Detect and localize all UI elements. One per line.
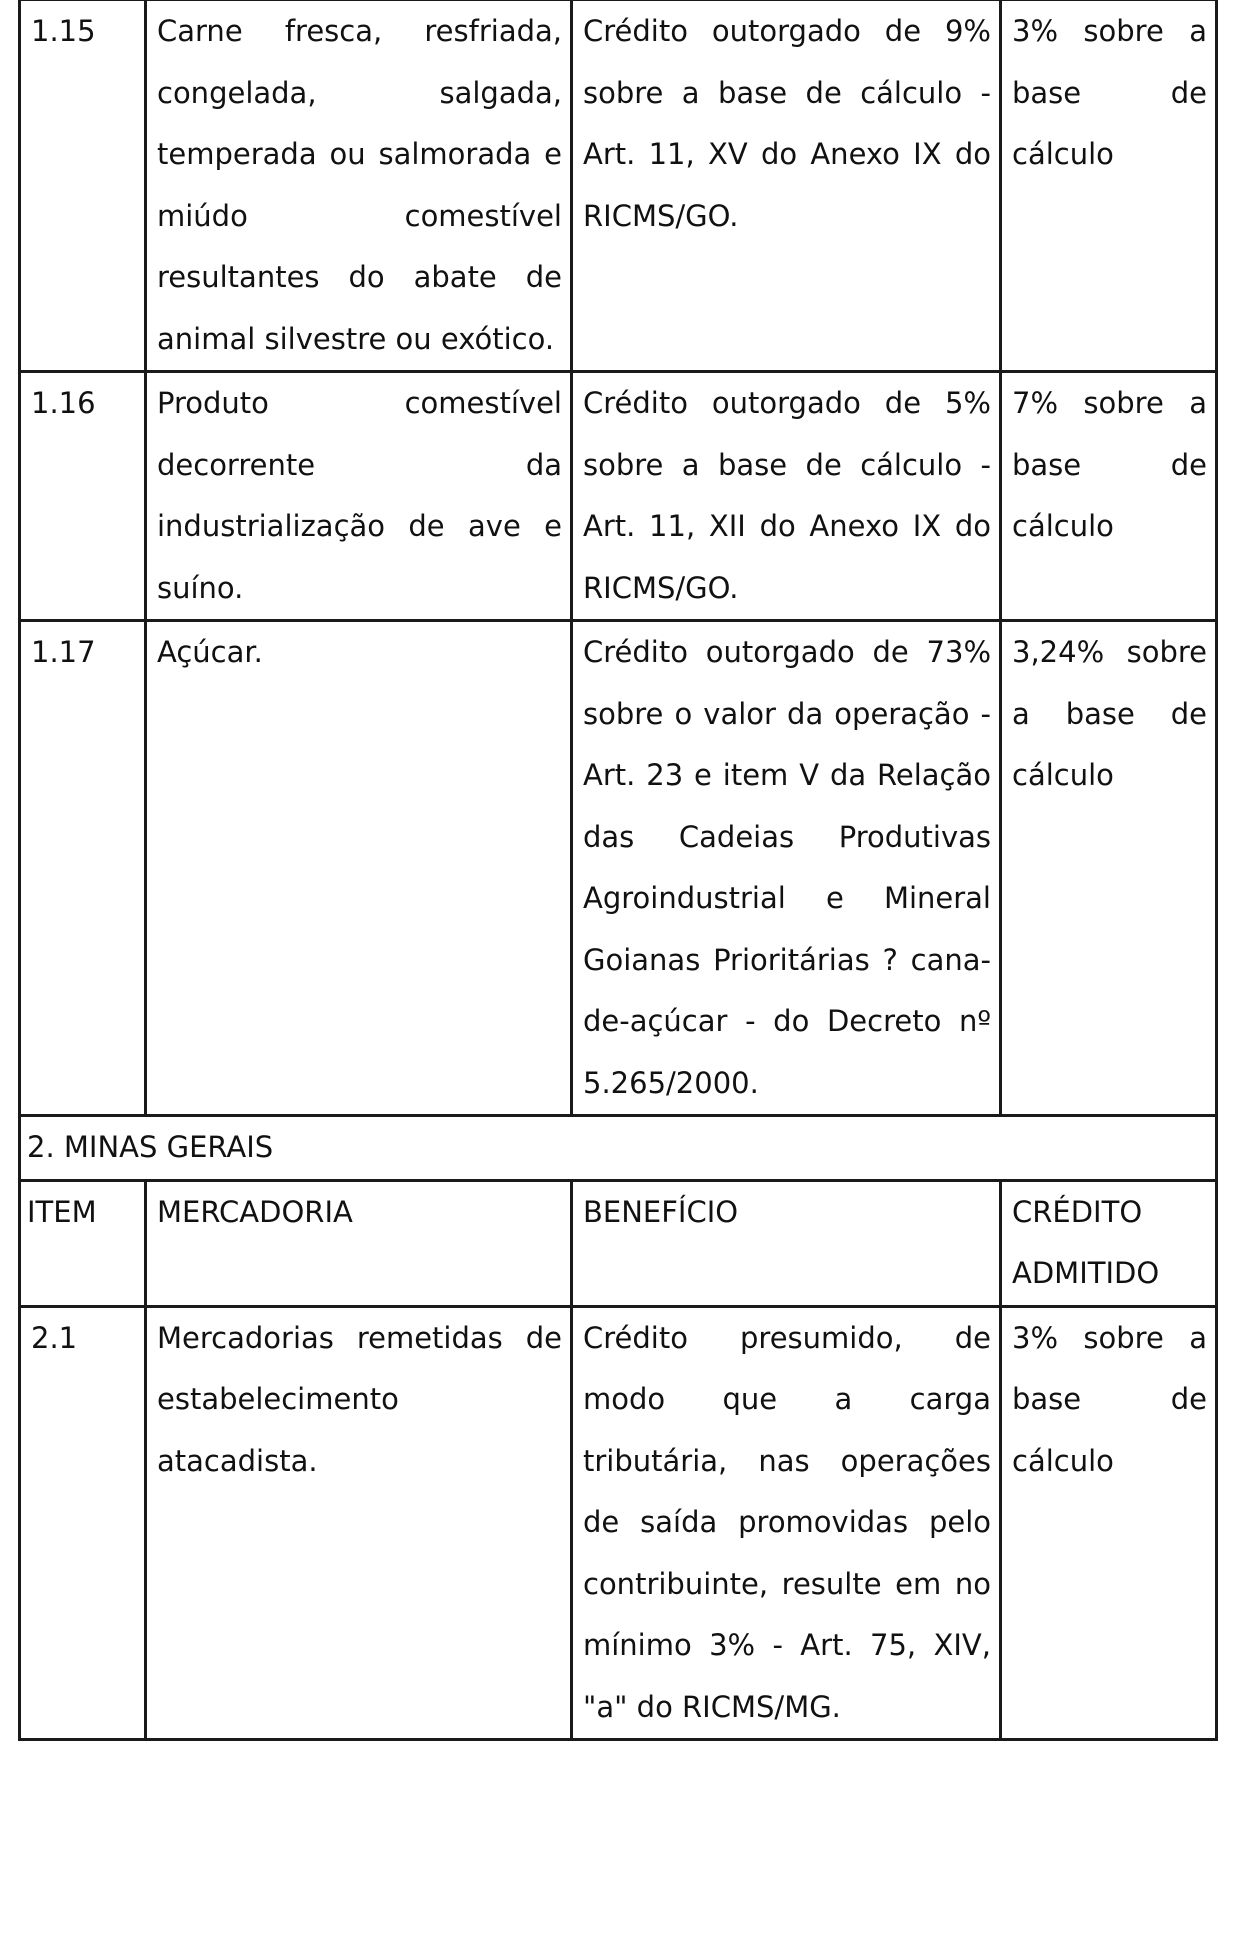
table-row [20, 621, 1217, 1116]
credito-cell: 3,24% sobre a base de cálculo [1001, 621, 1217, 1116]
tax-benefits-table [18, 0, 1218, 1741]
beneficio-cell: Crédito presumido, de modo que a carga tributária, nas operações de saída promovidas pelo contribuinte, resulte em no mínimo 3% - Art. 75, XIV, "a" do RICMS/MG. [572, 1306, 1001, 1740]
credito-cell: 7% sobre a base de cálculo [1001, 372, 1217, 621]
table-row [20, 0, 1217, 372]
item-cell: 1.15 [20, 0, 146, 372]
header-credito: CRÉDITO ADMITIDO [1001, 1180, 1217, 1306]
section-row [20, 1116, 1217, 1181]
mercadoria-cell: Mercadorias remetidas de estabelecimento atacadista. [146, 1306, 572, 1740]
beneficio-cell: Crédito outorgado de 73% sobre o valor da operação - Art. 23 e item V da Relação das Cadeias Produtivas Agroindustrial e Mineral Goianas Prioritárias ? cana-de-açúcar - do Decreto nº 5.265/2000. [572, 621, 1001, 1116]
beneficio-cell: Crédito outorgado de 9% sobre a base de cálculo - Art. 11, XV do Anexo IX do RICMS/GO. [572, 0, 1001, 372]
table-row [20, 372, 1217, 621]
beneficio-cell: Crédito outorgado de 5% sobre a base de cálculo - Art. 11, XII do Anexo IX do RICMS/GO. [572, 372, 1001, 621]
section-title: 2. MINAS GERAIS [20, 1116, 1217, 1181]
item-cell: 1.16 [20, 372, 146, 621]
item-cell: 2.1 [20, 1306, 146, 1740]
header-mercadoria: MERCADORIA [146, 1180, 572, 1306]
mercadoria-cell: Açúcar. [146, 621, 572, 1116]
mercadoria-cell: Carne fresca, resfriada, congelada, salgada, temperada ou salmorada e miúdo comestível resultantes do abate de animal silvestre ou exótico. [146, 0, 572, 372]
credito-cell: 3% sobre a base de cálculo [1001, 0, 1217, 372]
header-beneficio: BENEFÍCIO [572, 1180, 1001, 1306]
credito-cell: 3% sobre a base de cálculo [1001, 1306, 1217, 1740]
mercadoria-cell: Produto comestível decorrente da industrialização de ave e suíno. [146, 372, 572, 621]
header-row [20, 1180, 1217, 1306]
header-item: ITEM [20, 1180, 146, 1306]
table-row [20, 1306, 1217, 1740]
item-cell: 1.17 [20, 621, 146, 1116]
